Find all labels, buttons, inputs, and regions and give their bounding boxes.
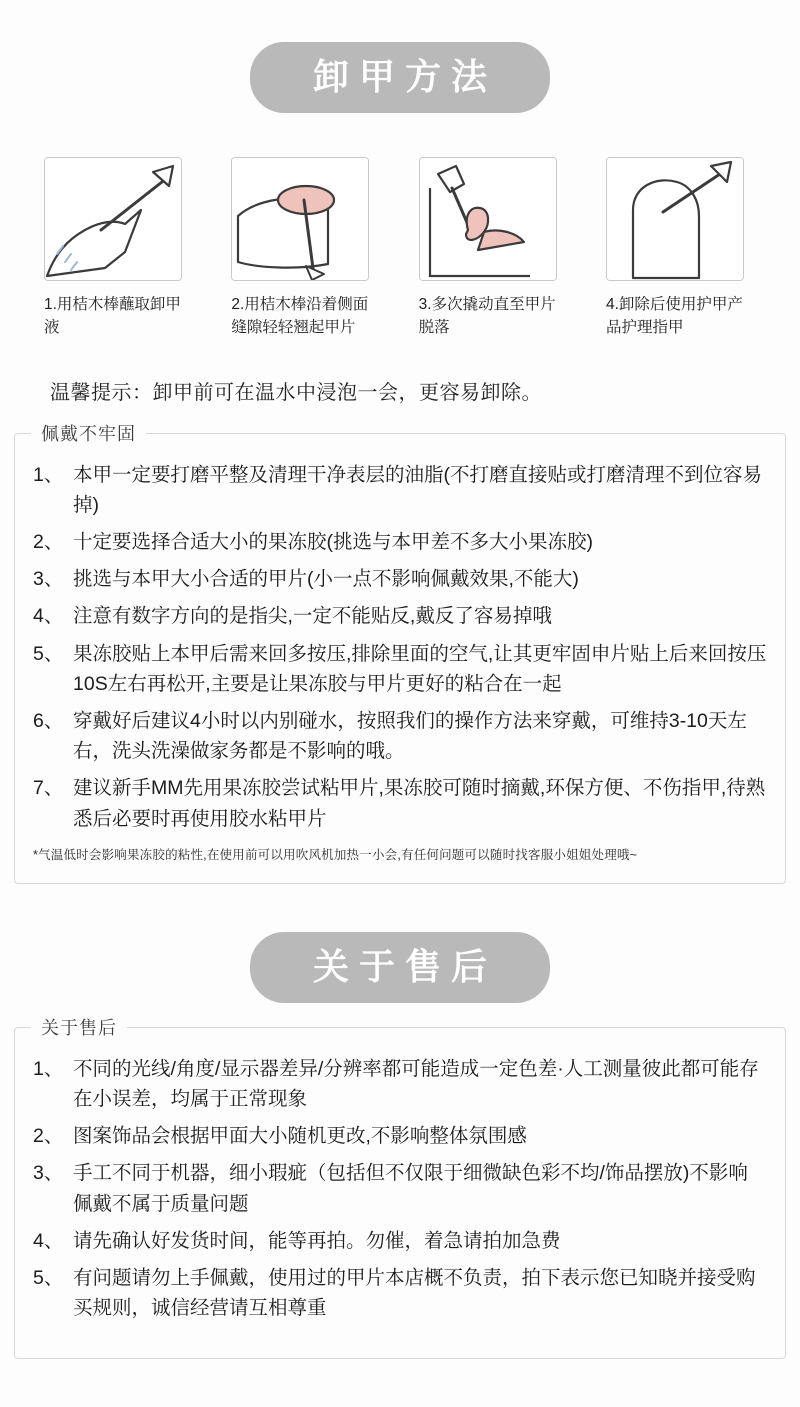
step-caption: 2.用桔木棒沿着侧面缝隙轻轻翘起甲片	[231, 296, 369, 337]
list-item	[33, 1158, 767, 1218]
list-item-number: 4、	[33, 1229, 64, 1252]
list-item-number: 1、	[33, 463, 64, 486]
list-item	[33, 639, 767, 699]
list-item-text: 注意有数字方向的是指尖,一定不能贴反,戴反了容易掉哦	[73, 605, 552, 628]
list-item-number: 6、	[33, 710, 64, 733]
repeat-pry-icon	[419, 157, 557, 281]
warm-tip-text: 温馨提示：卸甲前可在温水中浸泡一会，更容易卸除。	[50, 381, 542, 404]
removal-heading-wrap	[0, 0, 800, 113]
step-item	[606, 157, 756, 340]
section-fit-issues	[14, 423, 786, 884]
list-item	[33, 601, 767, 631]
list-item-number: 1、	[33, 1057, 64, 1080]
list-item-number: 3、	[33, 568, 64, 591]
list-item-text: 十定要选择合适大小的果冻胶(挑选与本甲差不多大小果冻胶)	[73, 530, 593, 553]
stick-pry-side-icon	[231, 157, 369, 281]
list-item	[33, 527, 767, 557]
list-item	[33, 1121, 767, 1151]
aftersales-heading-wrap	[0, 926, 800, 1003]
list-item-number: 5、	[33, 642, 64, 665]
nail-care-icon	[606, 157, 744, 281]
list-item-text: 不同的光线/角度/显示器差异/分辨率都可能造成一定色差·人工测量彼此都可能存在小误差，均属于正常现象	[73, 1057, 759, 1110]
step-item	[44, 157, 194, 340]
step-caption: 4.卸除后使用护甲产品护理指甲	[605, 296, 743, 337]
list-item-text: 有问题请勿上手佩戴，使用过的甲片本店概不负责，拍下表示您已知晓并接受购买规则，诚信经营请互相尊重	[73, 1266, 756, 1320]
list-item-text: 果冻胶贴上本甲后需来回多按压,排除里面的空气,让其更牢固申片贴上后来回按压10S左右再松开,主要是让果冻胶与甲片更好的粘合在一起	[73, 642, 767, 695]
list-item-number: 2、	[33, 1125, 64, 1148]
list-item-number: 4、	[33, 605, 64, 628]
list-item-number: 3、	[33, 1162, 64, 1185]
list-item-text: 建议新手MM先用果冻胶尝试粘甲片,果冻胶可随时摘戴,环保方便、不伤指甲,待熟悉后必要时再使用胶水粘甲片	[73, 777, 766, 830]
step-caption: 1.用桔木棒蘸取卸甲液	[44, 296, 181, 337]
list-item-text: 挑选与本甲大小合适的甲片(小一点不影响佩戴效果,不能大)	[73, 568, 579, 591]
step-caption: 3.多次撬动直至甲片脱落	[418, 296, 556, 337]
step-item	[419, 157, 569, 340]
removal-steps	[0, 157, 800, 340]
fit-issues-footnote: *气温低时会影响果冻胶的粘性,在使用前可以用吹风机加热一小会,有任何问题可以随时找客服小姐姐处理哦~	[33, 847, 638, 862]
list-item-text: 请先确认好发货时间，能等再拍。勿催，着急请拍加急费	[73, 1229, 561, 1252]
fit-issues-list	[33, 460, 767, 834]
list-item	[33, 706, 767, 766]
list-item	[33, 1226, 767, 1256]
page-title-removal: 卸甲方法	[250, 42, 550, 113]
list-item	[33, 773, 767, 833]
list-item-number: 2、	[33, 530, 64, 553]
aftersales-list	[33, 1054, 767, 1324]
section-aftersales	[14, 1017, 786, 1360]
list-item-text: 本甲一定要打磨平整及清理干净表层的油脂(不打磨直接贴或打磨清理不到位容易掉)	[73, 463, 762, 516]
list-item-text: 图案饰品会根据甲面大小随机更改,不影响整体氛围感	[73, 1125, 527, 1148]
bottom-spacer	[0, 1359, 800, 1407]
list-item	[33, 1054, 767, 1114]
list-item-number: 7、	[33, 777, 64, 800]
section-aftersales-legend: 关于售后	[31, 1014, 127, 1040]
list-item-number: 5、	[33, 1266, 64, 1289]
page-title-aftersales: 关于售后	[250, 932, 550, 1003]
list-item	[33, 1263, 767, 1323]
step-item	[231, 157, 381, 340]
list-item-text: 手工不同于机器，细小瑕疵（包括但不仅限于细微缺色彩不均/饰品摆放)不影响佩戴不属于质量问题	[73, 1162, 748, 1215]
list-item-text: 穿戴好后建议4小时以内别碰水，按照我们的操作方法来穿戴，可维持3-10天左右，洗头洗澡做家务都是不影响的哦。	[73, 710, 747, 763]
section-fit-legend: 佩戴不牢固	[31, 420, 146, 446]
list-item	[33, 564, 767, 594]
stick-dip-remover-icon	[44, 157, 182, 281]
list-item	[33, 460, 767, 520]
